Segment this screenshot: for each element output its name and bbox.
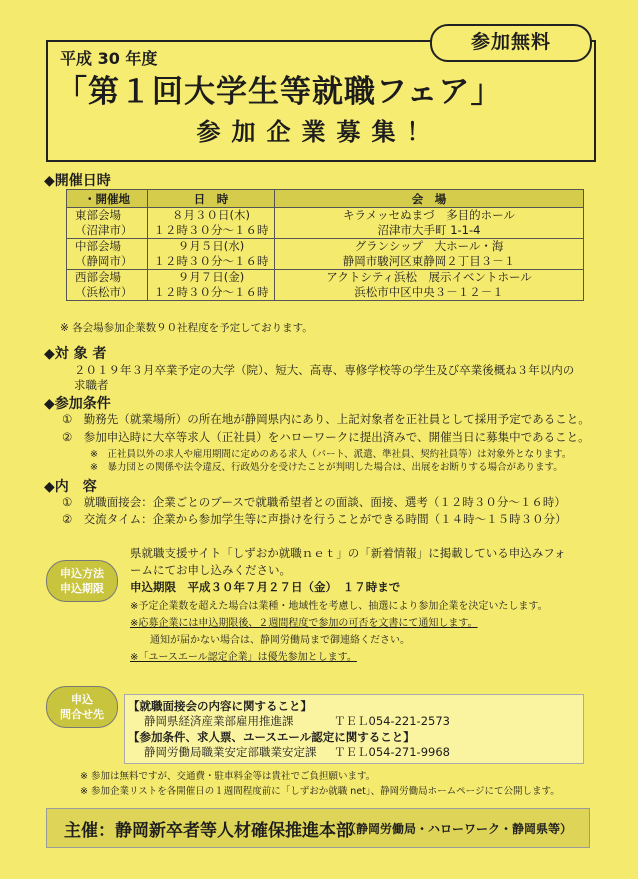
conditions-heading: ◆参加条件 <box>44 396 111 412</box>
target-heading: ◆対 象 者 <box>44 346 107 362</box>
table-row <box>67 239 584 270</box>
contact-org-2: 静岡労働局職業安定部職業安定課 <box>144 745 317 759</box>
contact-tel-2: ＴＥＬ054-271-9968 <box>334 745 450 759</box>
apply-note-1: ※予定企業数を超えた場合は業種・地域性を考慮し、抽選により参加企業を決定いたします。 <box>130 601 548 612</box>
condition-note-1: ※ 正社員以外の求人や雇用期間に定めのある求人（パート、派遣、準社員、契約社員等）は対象外となります。 <box>90 449 572 460</box>
apply-note-2: ※応募企業には申込期限後、２週間程度で参加の可否を文書にて通知します。 <box>130 618 478 629</box>
organizer-name: 主催：静岡新卒者等人材確保推進本部 <box>64 821 353 841</box>
condition-note-2: ※ 暴力団との関係や法令違反、行政処分を受けたことが判明した場合は、出展をお断りする場合があります。 <box>90 462 563 473</box>
condition-item-1: ① 勤務先（就業場所）の所在地が静岡県内にあり、上記対象者を正社員として採用予定であること。 <box>62 412 590 426</box>
schedule-header-row <box>67 190 584 208</box>
table-row <box>67 270 584 301</box>
contact-org-1: 静岡県経済産業部雇用推進課 <box>144 714 294 728</box>
table-row <box>67 208 584 239</box>
content-heading: ◆内 容 <box>44 479 97 495</box>
contact-heading-2: 【参加条件、求人票、ユースエール認定に関すること】 <box>128 730 415 744</box>
apply-deadline: 申込期限 平成３０年７月２７日（金） １７時まで <box>130 580 401 594</box>
venue-cell: 中部会場 （静岡市） <box>67 239 148 270</box>
schedule-table <box>66 189 584 301</box>
apply-line-1: 県就職支援サイト「しずおか就職ｎｅｔ」の「新着情報」に掲載している申込みフォ <box>130 546 566 560</box>
place-cell: キラメッセぬまづ 多目的ホール 沼津市大手町 1-1-4 <box>275 208 584 239</box>
apply-note-4: ※「ユースエール認定企業」は優先参加とします。 <box>130 652 357 663</box>
target-line-1: ２０１９年３月卒業予定の大学（院）、短大、高専、専修学校等の学生及び卒業後概ね３年以内の <box>74 363 575 377</box>
footnote-2: ※ 参加企業リストを各開催日の１週間程度前に「しずおか就職 net」、静岡労働局ホームページにて公開します。 <box>80 786 560 797</box>
venue-cell: 東部会場 （沼津市） <box>67 208 148 239</box>
schedule-note: ※ 各会場参加企業数９０社程度を予定しております。 <box>60 322 313 334</box>
contact-heading-1: 【就職面接会の内容に関すること】 <box>128 699 312 713</box>
target-line-2: 求職者 <box>74 378 109 392</box>
contact-label: 申込 問合せ先 <box>46 686 118 728</box>
apply-note-3: 通知が届かない場合は、静岡労働局まで御連絡ください。 <box>150 635 410 646</box>
col-datetime: 日 時 <box>148 190 275 208</box>
datetime-cell: ８月３０日(木) １２時３０分～１６時 <box>148 208 275 239</box>
organizer-members: （静岡労働局・ハローワーク・静岡県等） <box>344 822 573 836</box>
datetime-cell: ９月７日(金) １２時３０分～１６時 <box>148 270 275 301</box>
col-venue: ・開催地 <box>67 190 148 208</box>
footnote-1: ※ 参加は無料ですが、交通費・駐車料金等は貴社でご負担願います。 <box>80 771 376 782</box>
schedule-heading: ◆開催日時 <box>44 173 111 189</box>
content-item-1: ① 就職面接会：企業ごとのブースで就職希望者との面談、面接、選考（１２時３０分～１６時） <box>62 495 566 509</box>
place-cell: アクトシティ浜松 展示イベントホール 浜松市中区中央３－１２－１ <box>275 270 584 301</box>
apply-line-2: ームにてお申し込みください。 <box>130 563 291 577</box>
col-place: 会 場 <box>275 190 584 208</box>
venue-cell: 西部会場 （浜松市） <box>67 270 148 301</box>
page-title: 「第１回大学生等就職フェア」 <box>56 74 503 110</box>
header-era: 平成 30 年度 <box>60 49 158 68</box>
page-subtitle: 参加企業募集！ <box>196 118 442 146</box>
condition-item-2: ② 参加申込時に大卒等求人（正社員）をハローワークに提出済みで、開催当日に募集中であること。 <box>62 430 590 444</box>
contact-tel-1: ＴＥＬ054-221-2573 <box>334 714 450 728</box>
place-cell: グランシップ 大ホール・海 静岡市駿河区東静岡２丁目３－１ <box>275 239 584 270</box>
free-entry-badge: 参加無料 <box>430 24 592 62</box>
content-item-2: ② 交流タイム：企業から参加学生等に声掛けを行うことができる時間（１４時～１５時３０分） <box>62 512 567 526</box>
datetime-cell: ９月５日(水) １２時３０分～１６時 <box>148 239 275 270</box>
apply-method-label: 申込方法 申込期限 <box>46 560 118 602</box>
